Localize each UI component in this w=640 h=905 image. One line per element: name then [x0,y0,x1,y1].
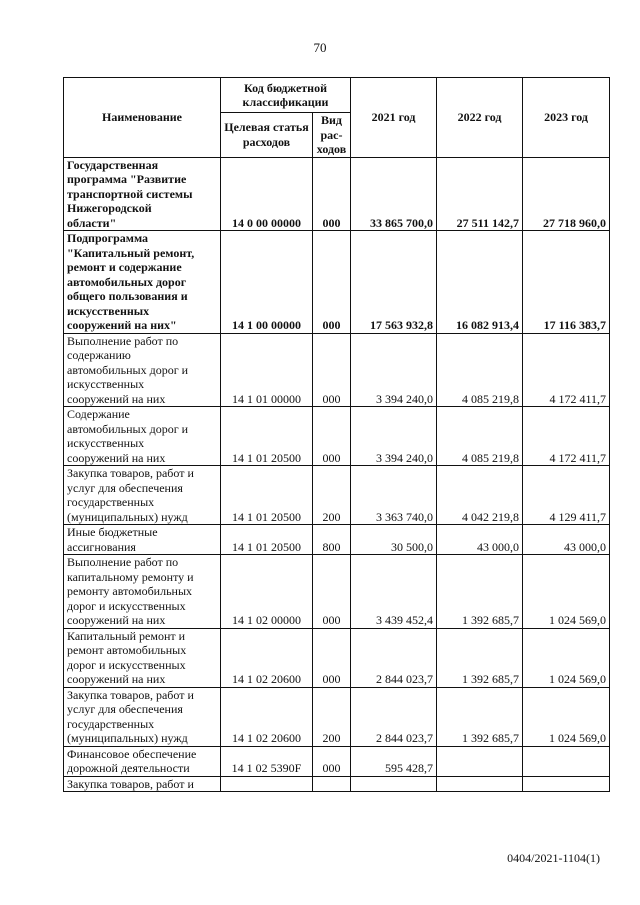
row-vid: 000 [313,231,351,334]
row-2022: 4 085 219,8 [437,333,523,407]
table-row [64,157,610,231]
row-target: 14 1 00 00000 [221,231,313,334]
header-kbk: Код бюджетной классификации [221,78,351,113]
table-row [64,466,610,525]
row-vid: 000 [313,555,351,629]
row-target: 14 1 01 00000 [221,333,313,407]
row-2022: 1 392 685,7 [437,687,523,746]
row-2021: 33 865 700,0 [351,157,437,231]
row-2021: 3 363 740,0 [351,466,437,525]
row-2022: 4 042 219,8 [437,466,523,525]
row-2023 [523,776,610,792]
table-row [64,525,610,555]
row-2023: 4 129 411,7 [523,466,610,525]
row-2021: 17 563 932,8 [351,231,437,334]
row-2021: 595 428,7 [351,746,437,776]
row-target: 14 1 02 20600 [221,687,313,746]
row-vid: 000 [313,333,351,407]
row-2021: 2 844 023,7 [351,628,437,687]
row-2022 [437,746,523,776]
row-2022: 27 511 142,7 [437,157,523,231]
row-2021 [351,776,437,792]
table-row [64,555,610,629]
row-name: Капитальный ремонт и ремонт автомобильных дорог и искусственных сооружений на них [64,628,221,687]
row-2023: 4 172 411,7 [523,407,610,466]
table-row [64,628,610,687]
table-row [64,687,610,746]
row-target: 14 1 02 00000 [221,555,313,629]
budget-table [63,77,610,792]
row-name: Иные бюджетные ассигнования [64,525,221,555]
row-2023: 4 172 411,7 [523,333,610,407]
row-name: Финансовое обеспечение дорожной деятельности [64,746,221,776]
row-name: Закупка товаров, работ и услуг для обеспечения государственных (муниципальных) нужд [64,687,221,746]
row-2022: 1 392 685,7 [437,555,523,629]
row-name: Закупка товаров, работ и услуг для обеспечения государственных (муниципальных) нужд [64,466,221,525]
row-name: Подпрограмма "Капитальный ремонт, ремонт и содержание автомобильных дорог общего пользования и искусственных сооружений на них" [64,231,221,334]
row-name: Выполнение работ по содержанию автомобильных дорог и искусственных сооружений на них [64,333,221,407]
row-target: 14 1 02 20600 [221,628,313,687]
row-target: 14 1 02 5390F [221,746,313,776]
row-2022: 1 392 685,7 [437,628,523,687]
row-target: 14 1 01 20500 [221,466,313,525]
table-row [64,776,610,792]
row-vid [313,776,351,792]
header-target: Целевая статья расходов [221,113,313,158]
row-name: Выполнение работ по капитальному ремонту и ремонту автомобильных дорог и искусственных сооружений на них [64,555,221,629]
header-name: Наименование [64,78,221,158]
row-vid: 200 [313,466,351,525]
header-2021: 2021 год [351,78,437,158]
table-row [64,333,610,407]
row-name: Содержание автомобильных дорог и искусственных сооружений на них [64,407,221,466]
row-2021: 3 439 452,4 [351,555,437,629]
row-2023: 43 000,0 [523,525,610,555]
row-2022: 4 085 219,8 [437,407,523,466]
row-2023 [523,746,610,776]
row-2022: 43 000,0 [437,525,523,555]
row-vid: 000 [313,628,351,687]
row-2023: 27 718 960,0 [523,157,610,231]
row-vid: 800 [313,525,351,555]
row-target: 14 1 01 20500 [221,407,313,466]
table-row [64,231,610,334]
row-2021: 2 844 023,7 [351,687,437,746]
row-2021: 30 500,0 [351,525,437,555]
row-2022 [437,776,523,792]
page-number: 70 [313,40,327,55]
row-target [221,776,313,792]
header-vid: Вид рас- ходов [313,113,351,158]
row-2021: 3 394 240,0 [351,333,437,407]
row-name: Государственная программа "Развитие транспортной системы Нижегородской области" [64,157,221,231]
document-code: 0404/2021-1104(1) [507,851,600,865]
row-2023: 1 024 569,0 [523,555,610,629]
row-target: 14 0 00 00000 [221,157,313,231]
header-2023: 2023 год [523,78,610,158]
row-name: Закупка товаров, работ и [64,776,221,792]
row-2021: 3 394 240,0 [351,407,437,466]
row-vid: 000 [313,407,351,466]
row-vid: 200 [313,687,351,746]
row-vid: 000 [313,746,351,776]
table-row [64,407,610,466]
row-2023: 1 024 569,0 [523,687,610,746]
header-2022: 2022 год [437,78,523,158]
row-2023: 1 024 569,0 [523,628,610,687]
row-target: 14 1 01 20500 [221,525,313,555]
row-2022: 16 082 913,4 [437,231,523,334]
row-vid: 000 [313,157,351,231]
row-2023: 17 116 383,7 [523,231,610,334]
table-row [64,746,610,776]
